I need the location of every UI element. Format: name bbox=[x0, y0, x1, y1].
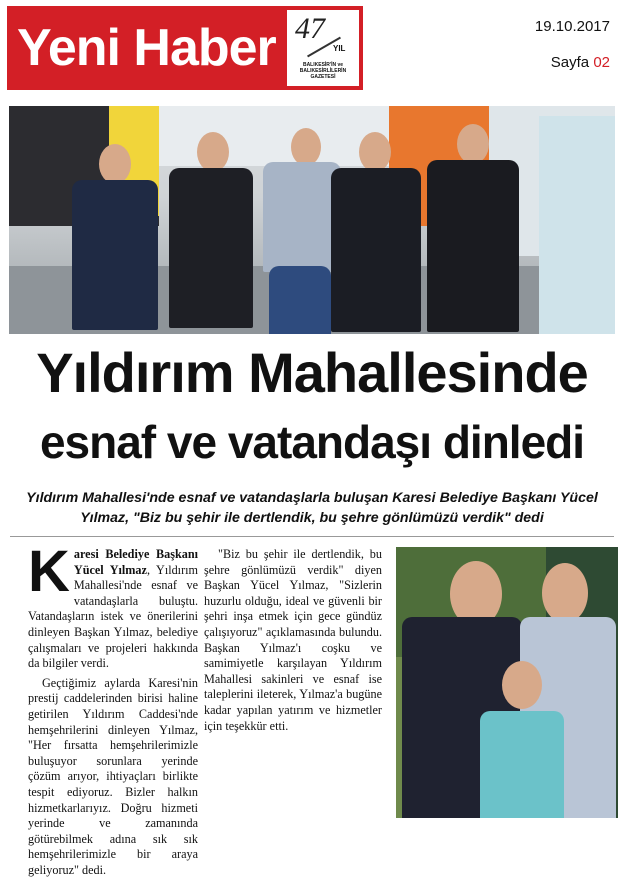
article-column-1 bbox=[28, 539, 198, 882]
page-number-value: 02 bbox=[593, 54, 610, 71]
seal-yil: YIL bbox=[333, 44, 346, 53]
anniversary-seal bbox=[287, 10, 359, 86]
masthead-logo bbox=[7, 6, 363, 90]
divider bbox=[10, 536, 614, 537]
side-photo bbox=[396, 547, 618, 818]
headline-line-2: esnaf ve vatandaşı dinledi bbox=[39, 416, 585, 468]
logo-text: Yeni Haber bbox=[17, 19, 276, 77]
seal-subtitle: BALIKESİR'İN ve BALIKESİRLİLERİN GAZETESİ bbox=[299, 62, 347, 80]
page-number bbox=[551, 54, 610, 71]
article-lead: , Yıldırım Mahallesi'nde esnaf ve vatandaşlarla buluştu. Vatandaşların istek ve önerilerini dinleyen Başkan Yılmaz, belediye çalışmaları ve projeleri hakkında da bilgiler verdi. bbox=[28, 562, 198, 671]
article-lead-bold: aresi Belediye Başkanı Yücel Yılmaz bbox=[73, 547, 198, 577]
headline-line-1: Yıldırım Mahallesinde bbox=[36, 341, 588, 404]
article-paragraph-2: Geçtiğimiz aylarda Karesi'nin prestij caddelerinden birisi haline getirilen Yıldırım Caddesi'nde hemşehrilerini dinleyen Yılmaz, "Her fırsatta hemşehrilerimizle buluşuyor sorunlara yerinde çözüm arıyor, ihtiyaçları birlikte tespit ediyoruz. Bizler halkın hizmetkarlarıyız. Doğru hizmeti yerinde ve zamanında götürebilmek adına sık sık hemşehrilerimizle bir araya geliyoruz" dedi. bbox=[28, 675, 198, 877]
issue-date: 19.10.2017 bbox=[534, 18, 610, 35]
article-paragraph-3: "Biz bu şehir ile dertlendik, bu şehre gönlümüzü verdik" diyen Başkan Yücel Yılmaz, "Sizlerin huzurlu olduğu, ideal ve güvenli bir şehri inşa etmek için gece gündüz çalışıyoruz" açıklamasında bulundu. Başkan Yılmaz'ı coşku ve samimiyetle karşılayan Yıldırım Mahallesi sakinleri ve esnaf ise taleplerini ileterek, Yılmaz'a bugüne kadar yapılan yatırım ve hizmetler için teşekkür etti. bbox=[204, 547, 382, 733]
dropcap: K bbox=[28, 539, 70, 604]
page-label: Sayfa bbox=[550, 54, 590, 71]
article-column-2 bbox=[204, 547, 382, 738]
subheadline: Yıldırım Mahallesi'nde esnaf ve vatandaşlarla buluşan Karesi Belediye Başkanı Yücel Yılmaz, "Biz bu şehir ile dertlendik, bu şehre gönlümüzü verdik" dedi bbox=[26, 490, 598, 526]
main-photo bbox=[9, 106, 615, 334]
seal-number: 47 bbox=[295, 12, 325, 45]
